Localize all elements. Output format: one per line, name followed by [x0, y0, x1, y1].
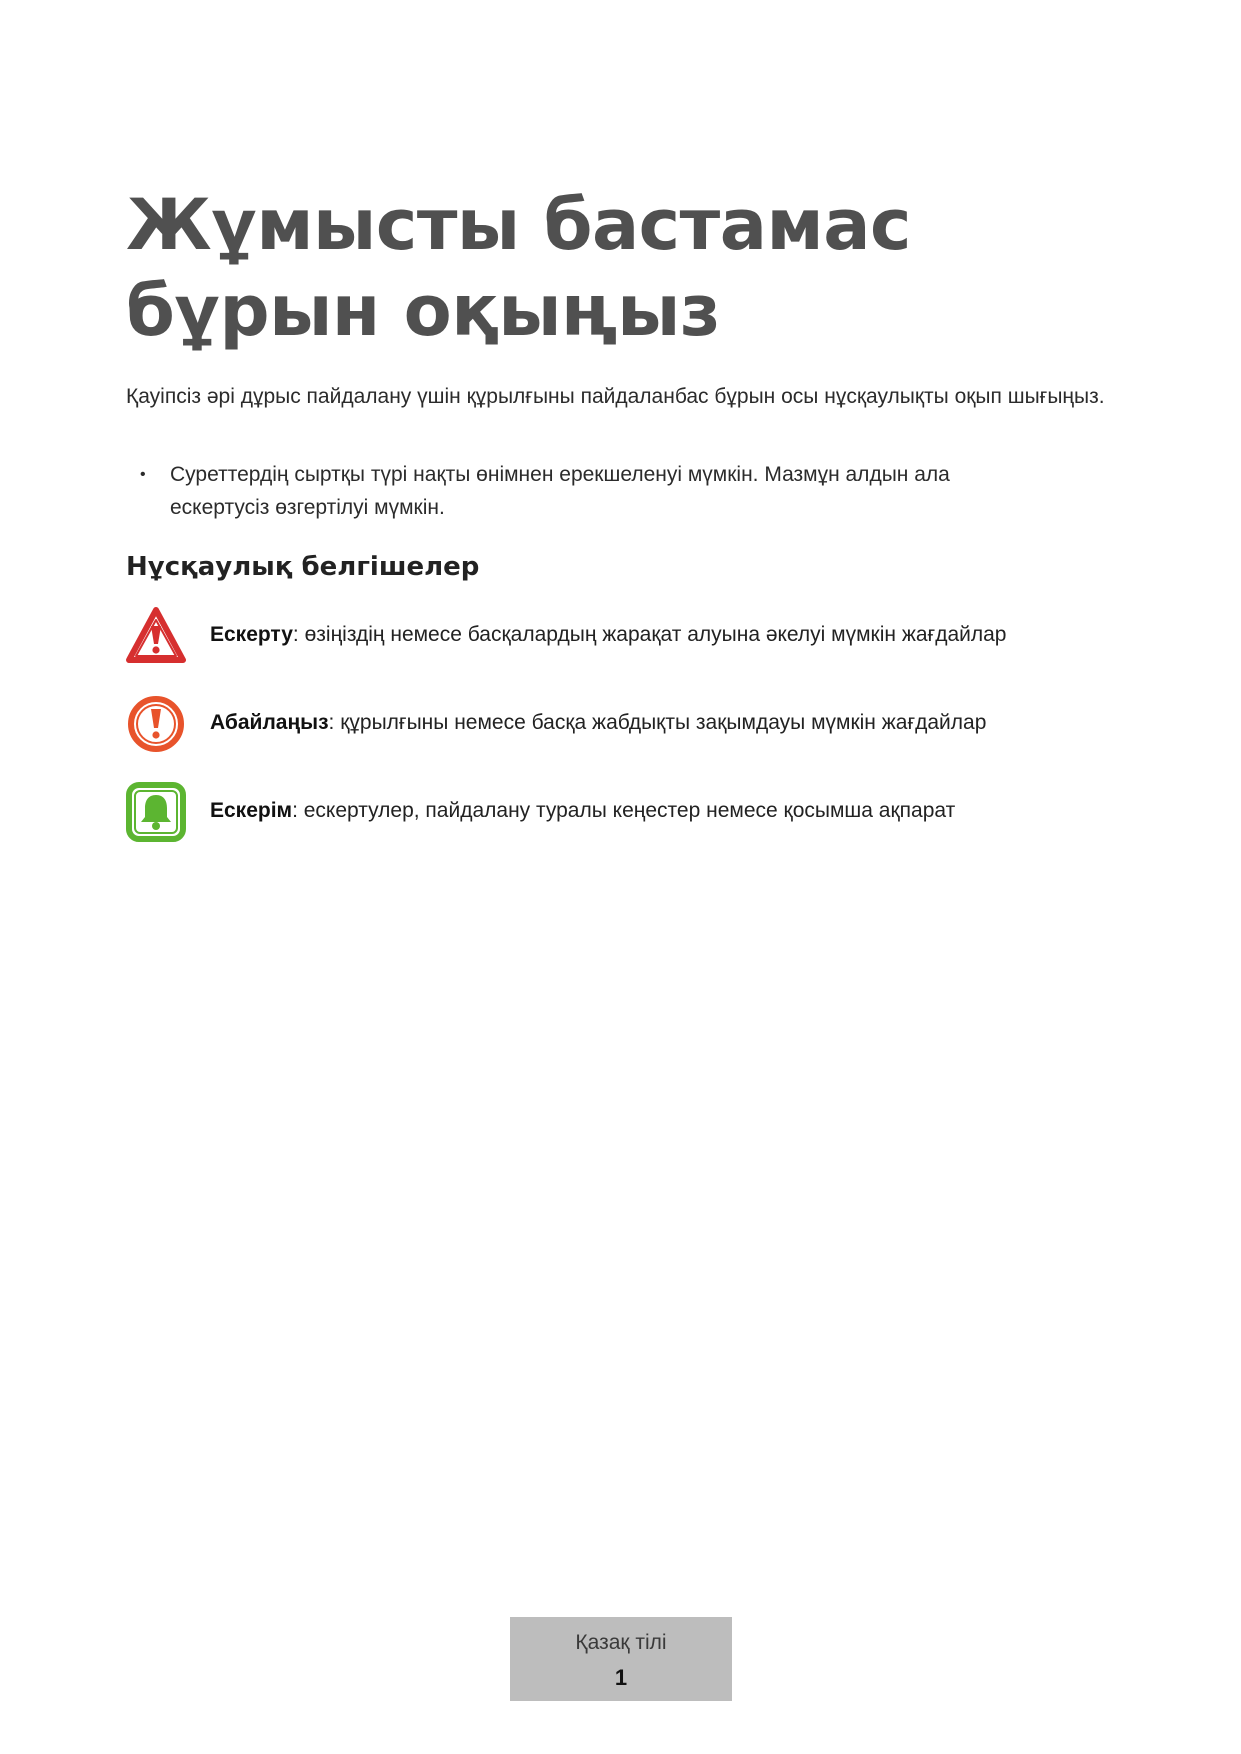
footer-language: Қазақ тілі	[575, 1631, 667, 1654]
page-title: Жұмысты бастамас бұрын оқыңыз	[126, 184, 911, 352]
section-heading: Нұсқаулық белгішелер	[126, 552, 480, 582]
bullet-mark: •	[140, 466, 146, 483]
notice-description: : өзіңіздің немесе басқалардың жарақат алуына әкелуі мүмкін жағдайлар	[292, 623, 1007, 646]
caution-circle-icon	[126, 694, 186, 754]
notice-warning-text	[210, 620, 1150, 650]
notice-caution-text	[210, 708, 1150, 738]
bell-note-icon	[126, 782, 186, 842]
notice-label: Ескерім	[210, 799, 293, 822]
notice-note-text	[210, 796, 1150, 826]
page-number: 1	[614, 1665, 628, 1690]
warning-triangle-icon	[126, 606, 186, 666]
notice-label: Ескерту	[210, 623, 293, 646]
notice-warning	[126, 606, 1126, 666]
notice-label: Абайлаңыз	[210, 711, 329, 734]
notice-description: : ескертулер, пайдалану туралы кеңестер немесе қосымша ақпарат	[292, 799, 956, 822]
intro-paragraph: Қауіпсіз әрі дұрыс пайдалану үшін құрылғыны пайдаланбас бұрын осы нұсқаулықты оқып шығыңыз.	[126, 385, 1105, 408]
bullet-text: Суреттердің сыртқы түрі нақты өнімнен ерекшеленуі мүмкін. Мазмұн алдын ала ескертусіз өзгертілуі мүмкін.	[170, 463, 950, 519]
notice-description: : құрылғыны немесе басқа жабдықты зақымдауы мүмкін жағдайлар	[328, 711, 987, 734]
page-footer	[510, 1617, 732, 1701]
notice-note	[126, 782, 1126, 842]
notice-caution	[126, 694, 1126, 754]
